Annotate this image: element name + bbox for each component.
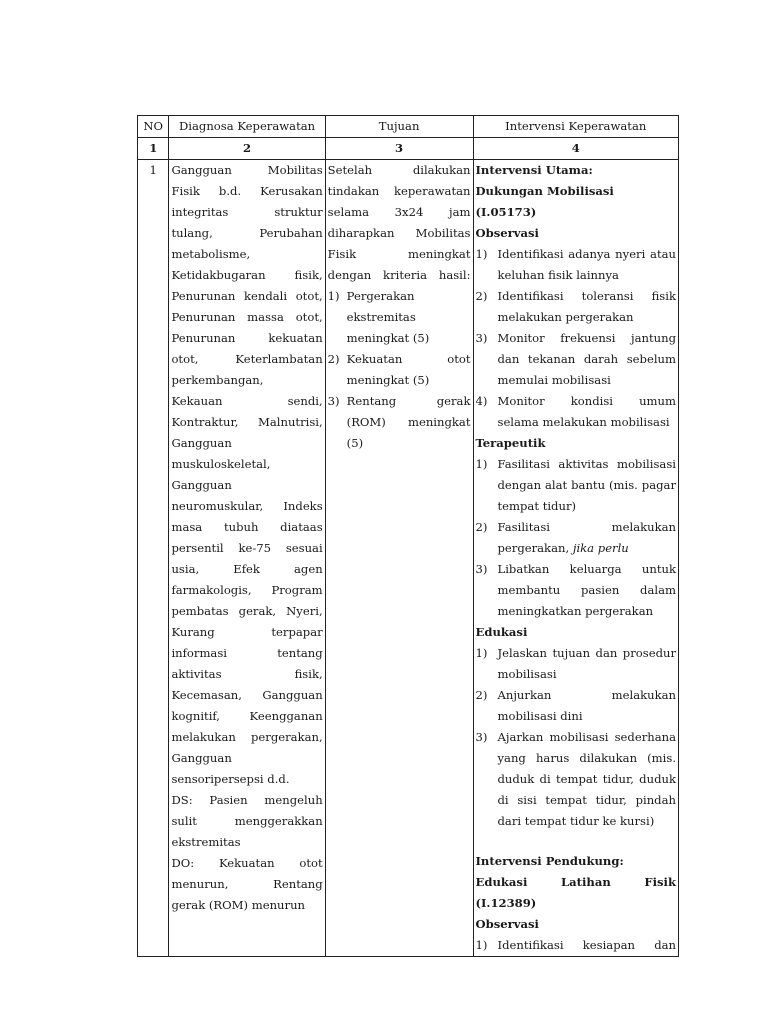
tujuan-item (328, 286, 471, 349)
diagnosa-cell (169, 160, 325, 957)
diagnosa-line: muskuloskeletal, (171, 457, 271, 471)
diagnosa-line: Ketidakbugaran fisik, (171, 268, 323, 282)
diagnosa-line: Kontraktur, Malnutrisi, (171, 415, 323, 429)
list-text (498, 685, 677, 727)
list-line: keluhan fisik lainnya (497, 268, 619, 282)
terapeutik-heading: Terapeutik (475, 436, 546, 450)
list-line: meningkat (5) (346, 373, 430, 387)
list-line: Identifikasi adanya nyeri atau (497, 247, 676, 261)
tujuan-line: dengan kriteria hasil: (327, 268, 471, 282)
list-line: dan tekanan darah sebelum (497, 352, 676, 366)
list-text (347, 349, 471, 391)
diagnosa-line: Gangguan (171, 751, 232, 765)
diagnosa-line: kognitif, Keengganan (171, 709, 323, 723)
list-text (498, 454, 677, 517)
column-number: 2 (169, 138, 325, 160)
table-row (138, 160, 679, 957)
column-number: 3 (325, 138, 473, 160)
list-line: Jelaskan tujuan dan prosedur (497, 646, 676, 660)
list-line: membantu pasien dalam (497, 583, 676, 597)
diagnosa-line: integritas struktur (171, 205, 323, 219)
list-text (498, 517, 677, 559)
header-diagnosa: Diagnosa Keperawatan (169, 116, 325, 138)
tujuan-line: diharapkan Mobilitas (327, 226, 471, 240)
list-line: Anjurkan melakukan (497, 688, 676, 702)
diagnosa-line: sulit menggerakkan (171, 814, 323, 828)
list-line: dari tempat tidur ke kursi) (497, 814, 655, 828)
diagnosa-line: Penurunan kendali otot, (171, 289, 323, 303)
list-line: ekstremitas (346, 310, 416, 324)
terapeutik-item (476, 454, 677, 517)
terapeutik-item (476, 559, 677, 622)
list-text (498, 727, 677, 832)
diagnosa-line: metabolisme, (171, 247, 251, 261)
nursing-care-table (137, 115, 679, 957)
observasi-item (476, 328, 677, 391)
list-line-text: pergerakan, (497, 541, 570, 555)
tujuan-line: Setelah dilakukan (327, 163, 471, 177)
list-number: 3) (475, 562, 488, 576)
observasi-item (476, 286, 677, 328)
intervensi-cell (473, 160, 679, 957)
observasi-item (476, 244, 677, 286)
diagnosa-line: perkembangan, (171, 373, 264, 387)
diagnosa-line: DS: Pasien mengeluh (171, 793, 323, 807)
diagnosa-line: Fisik b.d. Kerusakan (171, 184, 323, 198)
list-line: yang harus dilakukan (mis. (497, 751, 676, 765)
list-number: 4) (475, 394, 488, 408)
list-number: 1) (475, 457, 488, 471)
list-line (498, 538, 677, 559)
list-number: 3) (475, 331, 488, 345)
column-number-row (138, 138, 679, 160)
tujuan-line: Fisik meningkat (327, 247, 471, 261)
diagnosa-line: pembatas gerak, Nyeri, (171, 604, 323, 618)
list-line: Pergerakan (346, 289, 415, 303)
intervensi-pendukung-name: Edukasi Latihan Fisik (475, 875, 676, 889)
list-line: Ajarkan mobilisasi sederhana (497, 730, 676, 744)
list-line: Libatkan keluarga untuk (497, 562, 676, 576)
list-text (498, 286, 677, 328)
diagnosa-line: informasi tentang (171, 646, 323, 660)
list-line: meningkatkan pergerakan (497, 604, 654, 618)
diagnosa-line: masa tubuh diataas (171, 520, 323, 534)
diagnosa-line: gerak (ROM) menurun (171, 898, 306, 912)
tujuan-item (328, 391, 471, 454)
list-line: dengan alat bantu (mis. pagar (497, 478, 676, 492)
observasi-item (476, 391, 677, 433)
observasi-item (476, 935, 677, 956)
list-line: Rentang gerak (346, 394, 471, 408)
list-number: 1) (327, 289, 340, 303)
list-number: 2) (327, 352, 340, 366)
tujuan-item (328, 349, 471, 391)
diagnosa-line: Penurunan kekuatan (171, 331, 323, 345)
tujuan-cell (325, 160, 473, 957)
list-line: Monitor kondisi umum (497, 394, 676, 408)
list-line: selama melakukan mobilisasi (497, 415, 670, 429)
diagnosa-line: Kekauan sendi, (171, 394, 323, 408)
edukasi-item (476, 727, 677, 832)
list-text (498, 244, 677, 286)
list-line: (ROM) meningkat (346, 415, 471, 429)
diagnosa-line: neuromuskular, Indeks (171, 499, 323, 513)
header-row (138, 116, 679, 138)
column-number: 4 (473, 138, 679, 160)
list-line: Identifikasi toleransi fisik (497, 289, 676, 303)
list-line: duduk di tempat tidur, duduk (497, 772, 676, 786)
intervensi-pendukung-code: (I.12389) (475, 896, 537, 910)
list-line: tempat tidur) (497, 499, 577, 513)
intervensi-utama-name: Dukungan Mobilisasi (I.05173) (475, 184, 614, 219)
tujuan-line: tindakan keperawatan (327, 184, 471, 198)
diagnosa-line: Kecemasan, Gangguan (171, 688, 323, 702)
list-number: 1) (475, 938, 488, 952)
list-line: Fasilitasi melakukan (497, 520, 676, 534)
diagnosa-line: aktivitas fisik, (171, 667, 323, 681)
list-number: 3) (475, 730, 488, 744)
intervensi-pendukung-title: Intervensi Pendukung: (475, 854, 624, 868)
diagnosa-line: Gangguan Mobilitas (171, 163, 323, 177)
list-line: di sisi tempat tidur, pindah (497, 793, 676, 807)
list-number: 2) (475, 688, 488, 702)
list-line: Fasilitasi aktivitas mobilisasi (497, 457, 676, 471)
list-text (498, 328, 677, 391)
diagnosa-line: persentil ke-75 sesuai (171, 541, 323, 555)
list-line: mobilisasi (497, 667, 557, 681)
list-line: mobilisasi dini (497, 709, 583, 723)
list-text (498, 559, 677, 622)
diagnosa-line: farmakologis, Program (171, 583, 323, 597)
list-text (347, 286, 471, 349)
diagnosa-line: ekstremitas (171, 835, 241, 849)
list-text (498, 391, 677, 433)
row-number: 1 (138, 160, 169, 957)
spacer (476, 832, 677, 851)
diagnosa-line: menurun, Rentang (171, 877, 323, 891)
tujuan-line: selama 3x24 jam (327, 205, 471, 219)
diagnosa-line: tulang, Perubahan (171, 226, 323, 240)
observasi-heading: Observasi (475, 226, 539, 240)
list-number: 2) (475, 289, 488, 303)
list-line: Identifikasi kesiapan dan (497, 938, 676, 952)
diagnosa-line: DO: Kekuatan otot (171, 856, 323, 870)
header-no: NO (138, 116, 169, 138)
edukasi-heading: Edukasi (475, 625, 528, 639)
list-number: 1) (475, 646, 488, 660)
list-line-italic: jika perlu (572, 541, 629, 555)
edukasi-item (476, 643, 677, 685)
list-number: 2) (475, 520, 488, 534)
edukasi-item (476, 685, 677, 727)
list-number: 1) (475, 247, 488, 261)
list-text (347, 391, 471, 454)
diagnosa-line: Kurang terpapar (171, 625, 323, 639)
diagnosa-line: usia, Efek agen (171, 562, 323, 576)
list-line: Monitor frekuensi jantung (497, 331, 676, 345)
list-line: memulai mobilisasi (497, 373, 611, 387)
terapeutik-item (476, 517, 677, 559)
diagnosa-line: melakukan pergerakan, (171, 730, 323, 744)
list-line: melakukan pergerakan (497, 310, 634, 324)
intervensi-utama-title: Intervensi Utama: (475, 163, 593, 177)
list-line: (5) (346, 436, 364, 450)
observasi-heading-2: Observasi (475, 917, 539, 931)
diagnosa-line: Penurunan massa otot, (171, 310, 323, 324)
list-text (498, 935, 677, 956)
header-intervensi: Intervensi Keperawatan (473, 116, 679, 138)
list-line: Kekuatan otot (346, 352, 471, 366)
diagnosa-line: Gangguan (171, 436, 232, 450)
column-number: 1 (138, 138, 169, 160)
diagnosa-line: Gangguan (171, 478, 232, 492)
header-tujuan: Tujuan (325, 116, 473, 138)
list-line: meningkat (5) (346, 331, 430, 345)
list-number: 3) (327, 394, 340, 408)
list-text (498, 643, 677, 685)
diagnosa-line: otot, Keterlambatan (171, 352, 323, 366)
diagnosa-line: sensoripersepsi d.d. (171, 772, 290, 786)
